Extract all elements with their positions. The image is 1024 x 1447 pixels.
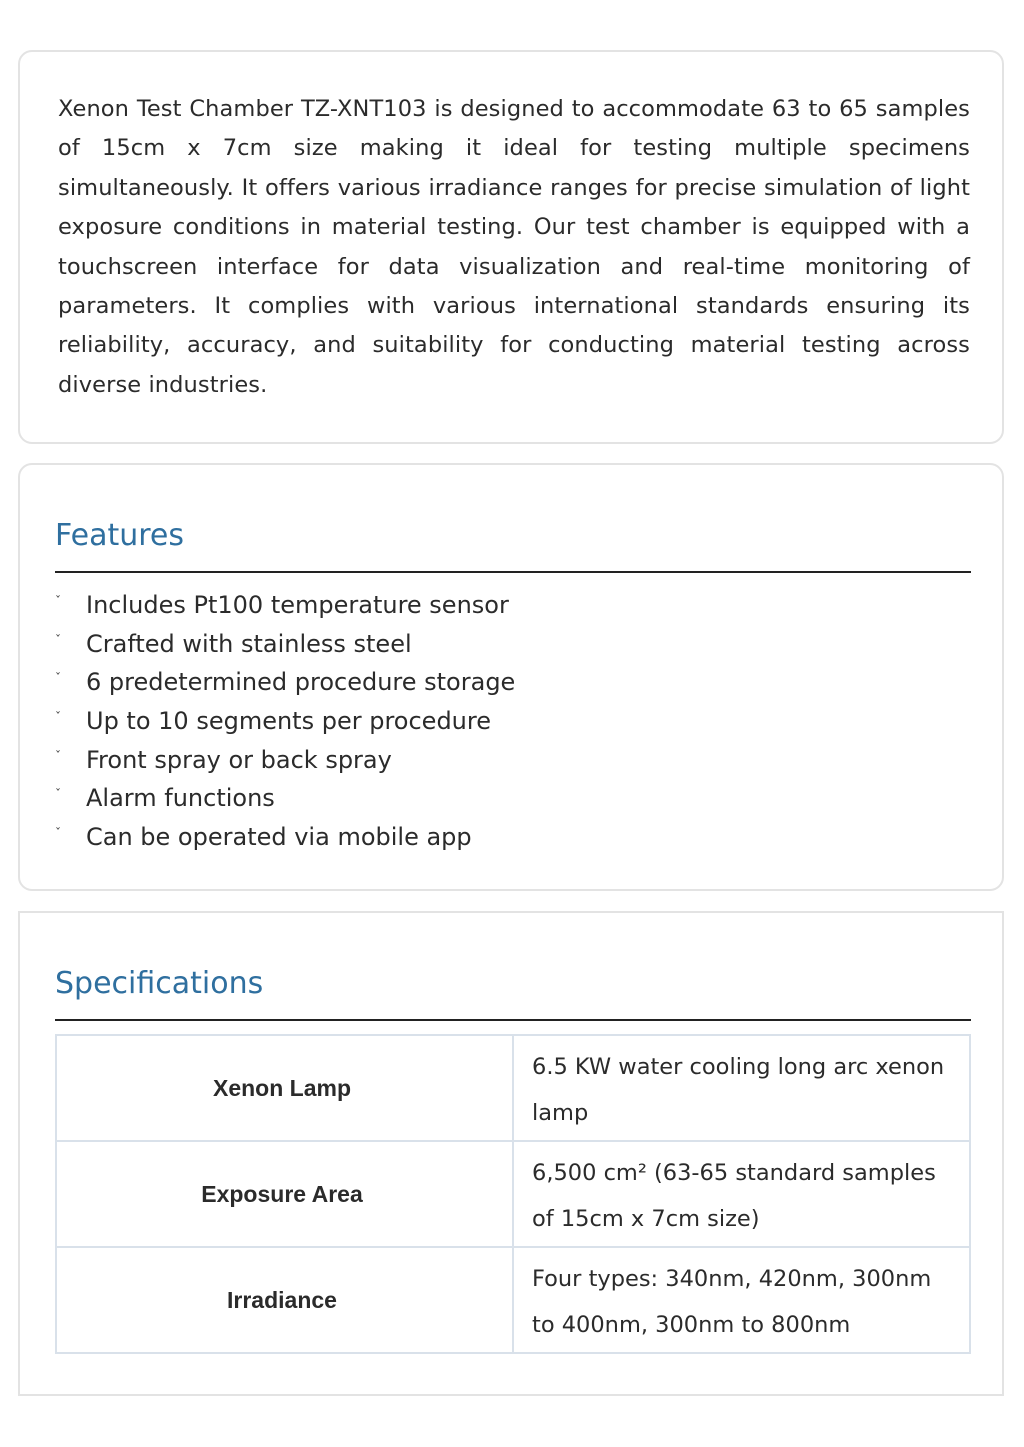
feature-text: Crafted with stainless steel xyxy=(86,629,412,658)
features-heading: Features xyxy=(55,518,184,553)
feature-item xyxy=(55,663,515,702)
feature-text: Up to 10 segments per procedure xyxy=(86,707,491,736)
specifications-card xyxy=(18,911,1004,1396)
feature-text: 6 predetermined procedure storage xyxy=(86,668,516,697)
spec-label-exposure-area: Exposure Area xyxy=(57,1142,512,1246)
feature-text: Alarm functions xyxy=(86,784,275,813)
checkmark-icon: ˇ xyxy=(55,710,61,725)
feature-text: Can be operated via mobile app xyxy=(86,823,472,852)
spec-value-exposure-area: 6,500 cm² (63-65 standard samples of 15cm x 7cm size) xyxy=(514,1142,969,1246)
checkmark-icon: ˇ xyxy=(55,671,61,686)
specifications-table xyxy=(55,1034,971,1354)
intro-paragraph: Xenon Test Chamber TZ-XNT103 is designed to accommodate 63 to 65 samples of 15cm x 7cm size making it ideal for testing multiple specimens simultaneously. It offers various irradiance ranges for precise simulation of light exposure conditions in material testing. Our test chamber is equipped with a touchscreen interface for data visualization and real-time monitoring of parameters. It complies with various international standards ensuring its reliability, accuracy, and suitability for conducting material testing across diverse industries. xyxy=(58,96,970,398)
feature-item xyxy=(55,625,515,664)
feature-item xyxy=(55,779,515,818)
specifications-heading: Specifications xyxy=(55,966,264,1001)
feature-item xyxy=(55,702,515,741)
feature-item xyxy=(55,818,515,857)
checkmark-icon: ˇ xyxy=(55,787,61,802)
features-card xyxy=(18,463,1004,891)
checkmark-icon: ˇ xyxy=(55,632,61,647)
features-divider xyxy=(55,571,971,573)
checkmark-icon: ˇ xyxy=(55,826,61,841)
checkmark-icon: ˇ xyxy=(55,594,61,608)
spec-label-xenon-lamp: Xenon Lamp xyxy=(57,1036,512,1140)
checkmark-icon: ˇ xyxy=(55,748,61,763)
spec-label-irradiance: Irradiance xyxy=(57,1248,512,1352)
table-row xyxy=(57,1248,969,1352)
spec-value-irradiance: Four types: 340nm, 420nm, 300nm to 400nm, 300nm to 800nm xyxy=(514,1248,969,1352)
feature-item xyxy=(55,586,515,625)
spec-value-xenon-lamp: 6.5 KW water cooling long arc xenon lamp xyxy=(514,1036,969,1140)
feature-item xyxy=(55,741,515,780)
table-row xyxy=(57,1142,969,1246)
table-row xyxy=(57,1036,969,1140)
features-list xyxy=(55,586,515,857)
feature-text: Includes Pt100 temperature sensor xyxy=(86,591,509,619)
feature-text: Front spray or back spray xyxy=(86,745,392,774)
specifications-divider xyxy=(55,1019,971,1021)
intro-card xyxy=(18,50,1004,444)
